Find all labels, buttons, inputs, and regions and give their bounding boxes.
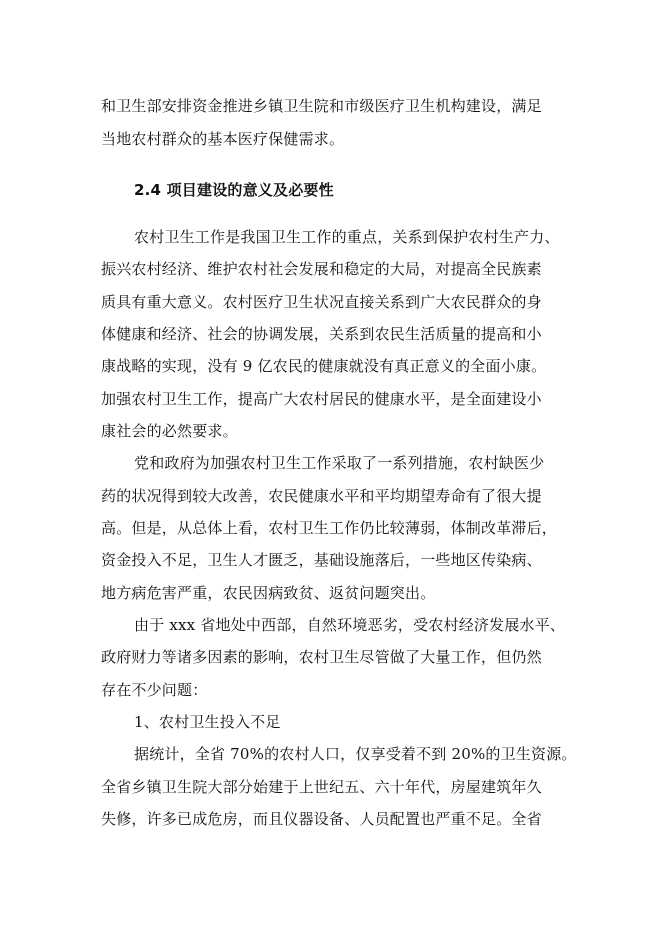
paragraph-1-line-1: 农村卫生工作是我国卫生工作的重点，关系到保护农村生产力、 [134,228,560,246]
paragraph-2-line-2: 药的状况得到较大改善，农民健康水平和平均期望寿命有了很大提 [101,487,542,505]
paragraph-1-line-4: 体健康和经济、社会的协调发展，关系到农民生活质量的提高和小 [101,325,542,343]
paragraph-1-line-2: 振兴农村经济、维护农村社会发展和稳定的大局，对提高全民族素 [101,260,542,278]
paragraph-2-line-3: 高。但是，从总体上看，农村卫生工作仍比较薄弱，体制改革滞后， [101,519,558,537]
paragraph-4-line-3: 失修，许多已成危房，而且仪器设备、人员配置也严重不足。全省 [101,810,542,828]
intro-line-1: 和卫生部安排资金推进乡镇卫生院和市级医疗卫生机构建设，满足 [101,97,542,115]
list-item-1: 1、农村卫生投入不足 [134,713,281,731]
paragraph-1-line-5: 康战略的实现，没有 9 亿农民的健康就没有真正意义的全面小康。 [101,357,547,375]
paragraph-1-line-7: 康社会的必然要求。 [101,422,238,440]
section-heading: 2.4 项目建设的意义及必要性 [134,181,334,199]
paragraph-3-line-3: 存在不少问题： [101,681,208,699]
paragraph-3-line-1: 由于 xxx 省地处中西部，自然环境恶劣，受农村经济发展水平、 [134,616,566,634]
paragraph-1-line-3: 质具有重大意义。农村医疗卫生状况直接关系到广大农民群众的身 [101,293,542,311]
intro-line-2: 当地农村群众的基本医疗保健需求。 [101,130,345,148]
paragraph-2-line-5: 地方病危害严重，农民因病致贫、返贫问题突出。 [101,584,436,602]
paragraph-3-line-2: 政府财力等诸多因素的影响，农村卫生尽管做了大量工作，但仍然 [101,648,542,666]
paragraph-4-line-2: 全省乡镇卫生院大部分始建于上世纪五、六十年代，房屋建筑年久 [101,778,542,796]
paragraph-2-line-1: 党和政府为加强农村卫生工作采取了一系列措施，农村缺医少 [134,454,545,472]
paragraph-1-line-6: 加强农村卫生工作，提高广大农村居民的健康水平，是全面建设小 [101,390,542,408]
paragraph-2-line-4: 资金投入不足，卫生人才匮乏，基础设施落后，一些地区传染病、 [101,551,542,569]
paragraph-4-line-1: 据统计，全省 70%的农村人口，仅享受着不到 20%的卫生资源。 [134,745,577,763]
